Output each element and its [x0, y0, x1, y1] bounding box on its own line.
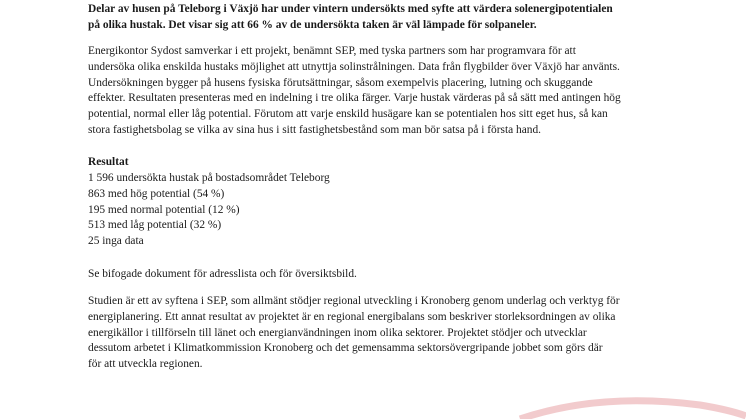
paragraph-3	[88, 294, 708, 373]
results-heading: Resultat	[88, 156, 129, 168]
paragraph-line: för att utveckla regionen.	[88, 358, 203, 371]
lead-paragraph	[88, 1, 688, 33]
results-item: 25 inga data	[88, 235, 144, 248]
paragraph-line: stora fastighetsbolag se vilka av sina hus i sitt fastighetsbestånd som man bör satsa på i första hand.	[88, 123, 542, 136]
paragraph-line: potential, normal eller låg potential. Förutom att varje enskild husägare kan se potentialen hos sitt eget hus, så kan	[88, 108, 608, 121]
results-item: 863 med hög potential (54 %)	[88, 187, 225, 200]
paragraph-2	[88, 267, 708, 283]
paragraph-line: energikällor i tillförseln till länet och energianvändningen inom olika sektorer. Projektet stödjer och utvecklar	[88, 326, 587, 339]
paragraph-line: energiplanering. Ett annat resultat av projektet är en regional energibalans som beskriver storleksordningen av olika	[88, 310, 616, 323]
results-item: 513 med låg potential (32 %)	[88, 219, 222, 232]
paragraph-1	[88, 44, 708, 139]
paragraph-line: undersöka olika enskilda hustaks möjlighet att utnyttja solinstrålningen. Data från flygbilder över Växjö har använts.	[88, 60, 620, 73]
results-item: 195 med normal potential (12 %)	[88, 203, 240, 216]
lead-line: Delar av husen på Teleborg i Växjö har under vintern undersökts med syfte att värdera solenergipotentialen	[88, 3, 613, 15]
paragraph-line: Undersökningen bygger på husens fysiska förutsättningar, såsom exempelvis placering, lutning och skuggande	[88, 76, 593, 89]
results-list	[88, 171, 330, 250]
paragraph-line: Studien är ett av syftena i SEP, som allmänt stödjer regional utveckling i Kronoberg genom underlag och verktyg för	[88, 295, 620, 307]
results-item: 1 596 undersökta hustak på bostadsområdet Teleborg	[88, 172, 330, 184]
lead-line: på olika hustak. Det visar sig att 66 % av de undersökta taken är väl lämpade för solpaneler.	[88, 19, 537, 31]
paragraph-line: dessutom arbetet i Klimatkommission Kronoberg och det gemensamma sektorsövergripande jobbet som görs där	[88, 342, 603, 355]
paragraph-line: Se bifogade dokument för adresslista och för översiktsbild.	[88, 268, 357, 280]
paragraph-line: effekter. Resultaten presenteras med en indelning i tre olika färger. Varje hustak värderas på så sätt med antingen hög	[88, 92, 621, 105]
paragraph-line: Energikontor Sydost samverkar i ett projekt, benämnt SEP, med tyska partners som har programvara för att	[88, 45, 576, 57]
